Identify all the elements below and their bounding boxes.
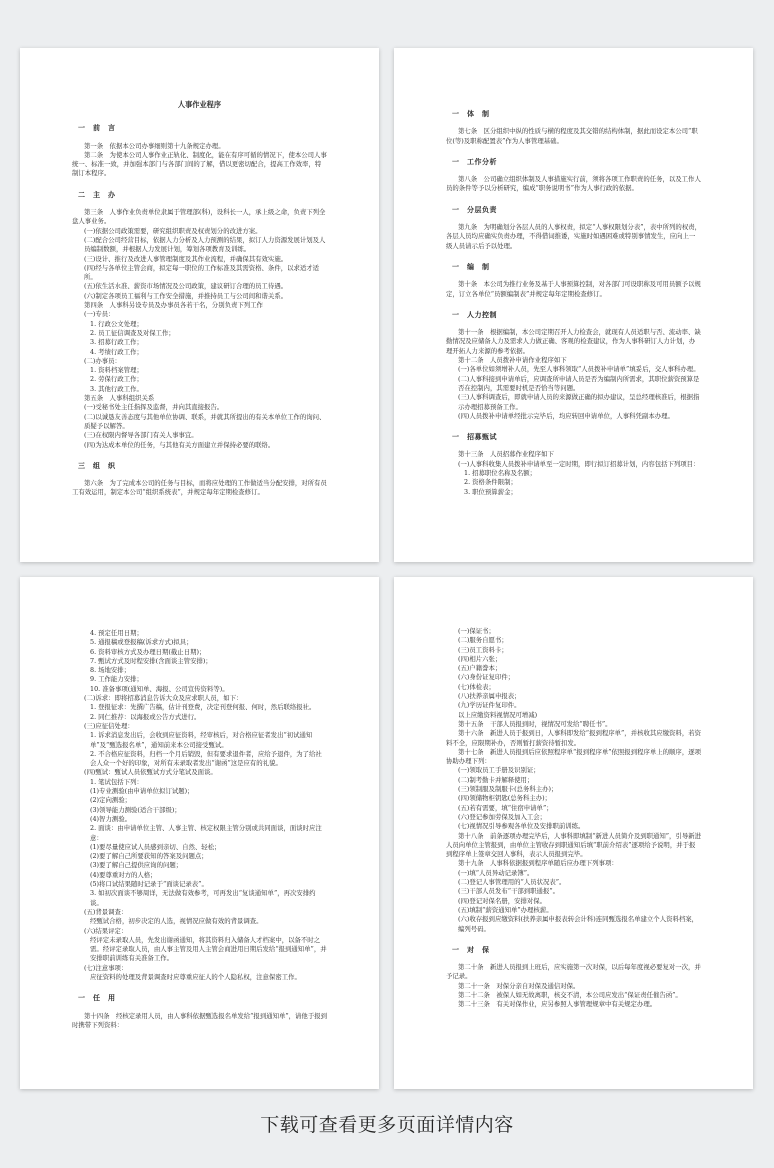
list-item: 9. 工作能力安排；	[90, 675, 143, 684]
list-item: 1. 招募职位名称及名额；	[464, 469, 537, 478]
list-item: 2. 同仁推荐：以海报或公告方式进行。	[90, 712, 201, 721]
list-item: 1. 资料档案管理；	[90, 366, 143, 375]
section-heading: 一 工作分析	[452, 156, 497, 166]
list-item: 3. 如初次面谈不够周详，无法做有效参考，可再发出“复谈通知单”，再次安排约谈。	[90, 889, 316, 907]
list-item: 2. 资格条件限制；	[464, 478, 517, 487]
list-item: 4. 预定任用日期；	[90, 629, 143, 637]
list-item: 2. 不合格应征资料，归档一个月后销毁，但有要求退件者，应给予退件，为了给社会人众一个好的印象，对所有未录取者发出“谢函”这是应有的礼貌。	[90, 749, 322, 768]
list-item: (一)填“人员异动记录簿”。	[458, 868, 534, 877]
list-item: (三)干部人员发布“干部到职通报”。	[458, 887, 559, 896]
section-heading: 一 分层负责	[452, 204, 497, 214]
list-item: (一)领取员工手册及识别证；	[458, 766, 540, 775]
list-item: (五)填制“薪资通知单”办理核薪。	[458, 905, 553, 914]
article-paragraph: 第四条 人事科另设专员及办事员各若干名，分别负责下列工作	[84, 301, 263, 310]
list-item: (一)人事科收集人员拨补申请单至一定时期，即行拟订招募计划，内容包括下列项目：	[458, 459, 700, 468]
section-heading: 三 组 织	[78, 460, 116, 470]
list-item: (四)为达成本单位的任务，与其他有关方面建立并保持必要的联络。	[84, 440, 275, 449]
list-item: (2)定向测验；	[90, 796, 132, 805]
list-item: (三)设计、推行及改进人事管理制度及其作业流程，并确保其有效实施。	[84, 254, 288, 263]
list-item: (一)受秘书处主任指挥及监督，并向其直接报告。	[84, 403, 224, 412]
list-item: (八)扶养亲属申报表；	[458, 692, 521, 701]
list-item: (3)要了解自己提供应询的问题；	[90, 861, 183, 870]
document-title: 人事作业程序	[177, 100, 222, 109]
list-item: (七)视情况引导参观各单位及安排职前训练。	[458, 822, 585, 831]
list-item: 2. 劳保行政工作；	[90, 375, 143, 384]
list-item: (二)人事科接到申请单后，应调查所申请人员是否为编制内所需求，其职位薪资预算是否在控制内，其需要时机是否恰当等问题。	[458, 374, 700, 392]
section-heading: 一 对 保	[452, 944, 490, 954]
list-item: 2. 面谈：由申请单位主管、人事主管、核定权限主管分别或共同面谈，面谈时应注意：	[90, 824, 322, 842]
list-item: (三)在权限内督导各部门有关人事事宜。	[84, 431, 198, 440]
document-page-1	[20, 48, 379, 562]
list-item: (4)要尊重对方的人格；	[90, 870, 157, 879]
list-item: (4)智力测验。	[90, 814, 132, 823]
article-paragraph: 第一条 依据本公司办事细则第十九条规定办理。	[84, 141, 225, 150]
list-item: (四)相片六张；	[458, 654, 502, 663]
list-item: 经甄试合格，初步决定的人选，视情况应做有效的背景调查。	[90, 917, 263, 926]
section-heading: 一 任 用	[78, 993, 116, 1003]
list-item: 3. 招募行政工作；	[90, 338, 143, 347]
list-item: (5)将口试结果随时记录于“面谈记录表”。	[90, 880, 208, 889]
list-item: (四)经与各单位主管会商，拟定每一职位的工作标准及其需资格、条件，以求适才适所。	[84, 263, 320, 282]
article-paragraph: 第十一条 根据编制，本公司定期召开人力检查会，就现有人员适职与否、流动率、缺勤情况及应储备人力及需求人力做正确、客观的检查建议，作为人事科研订人力计划，办理开拓人力来源的参考依据。	[446, 328, 701, 355]
list-item: (六)制定各项员工福利与工作安全措施，并推持员工与公司间和谐关系。	[84, 291, 288, 300]
list-item: 6. 资料审核方式及办理日期(截止日期)；	[90, 647, 206, 656]
list-item: (一)依据公司政策需要，研究组织职责及权责划分的改进方案。	[84, 226, 262, 235]
section-heading: 二 主 办	[78, 189, 116, 199]
list-item: (五)背景调查：	[84, 907, 128, 916]
article-paragraph: 第十八条 前条逐项办理完毕后，人事科即填制“新进人员简介及到职通知”，引导新进人员向单位主管报到，由单位主管收存到职通知后填“职前介绍表”逐项给予说明，并于报到程序单上签章交回人事科，表示人员报到完毕。	[446, 831, 701, 859]
list-item: (四)甄试：甄试人员依甄试方式分笔试及面谈。	[84, 768, 217, 777]
list-item: (六)收存报到应缴资料(扶养亲属申报表转会计科)连同甄选报名单建立个人资料档案，编列号码。	[458, 915, 699, 933]
article-paragraph: 第二十二条 被保人如无故离职，核交不清，本公司应发出“保证责任催告函”。	[458, 990, 682, 999]
article-paragraph: 第十二条 人员拨补申请作业程序如下	[458, 356, 567, 365]
article-paragraph: 第二十三条 有关对保作业，应另参照人事管理规章中有关规定办理。	[458, 1000, 657, 1009]
list-item: 2. 员工征信调查及对保工作；	[90, 328, 175, 337]
list-item: (四)人员拨补申请单经批示完毕后，均应转回申请单位，人事科凭副本办理。	[458, 411, 674, 420]
list-item: (二)配合公司经营目标，依据人力分析及人力预测的结果，拟订人力资源发展计划及人员编制数额，并根据人力发展计划，筹划各项教育及训练。	[84, 235, 326, 254]
document-page-2	[394, 48, 753, 562]
list-item: (三)领制服及制服卡(总务科主办)；	[458, 785, 558, 794]
section-heading: 一 前 言	[78, 123, 116, 133]
list-item: (三)人事科调查后，即就申请人员的来源做正确的拟办建议，呈总经理核准后，根据指示办理招募预备工作。	[458, 393, 700, 411]
article-paragraph: 第二十一条 对保分亲自对保及通信对保。	[458, 981, 580, 990]
list-item: 4. 考绩行政工作；	[90, 347, 143, 356]
list-item: (1)要尽量使应试人员感到亲切、自然、轻松；	[90, 842, 221, 851]
more-pages-caption: 下载可查看更多页面详情内容	[260, 1114, 514, 1136]
section-heading: 一 编 制	[452, 261, 490, 271]
list-item: (2)要了解自己所要获知的答案及问题点；	[90, 852, 208, 861]
section-heading: 一 体 制	[452, 109, 490, 118]
list-item: 以上应缴资料视情况可增减)	[458, 710, 538, 719]
list-item: (1)专业测验(由申请单位拟订试题)；	[90, 787, 194, 796]
article-paragraph: 第十四条 经核定录用人员，由人事科依据甄选报名单发给“报到通知单”，请他于报到时携带下列资料：	[72, 1011, 327, 1029]
list-item: 1. 笔试包括下列：	[90, 777, 143, 786]
list-item: (六)结果评定：	[84, 926, 128, 935]
list-item: (一)保证书；	[458, 627, 495, 635]
article-paragraph: 第十五条 干部人员报到时，视情况可发给“聘任书”。	[458, 719, 612, 728]
section-heading: 一 人力控制	[452, 309, 497, 319]
list-item: (二)以诚恳友善态度与其他单位协调、联系，并就其所提出的有关本单位工作的询问、质疑予以解答。	[84, 412, 326, 430]
list-item: (二)登记人事管理用的“人员状况表”。	[458, 878, 566, 887]
list-item: (二)诉求：即将招募消息告诉大众及应求职人员，如下：	[84, 694, 243, 703]
article-paragraph: 第十六条 新进人员于报到日，人事科即发给“报到程序单”，并核收其应缴资料，若资料不全，应限期补办，否则暂打薪资待暂扣发。	[446, 729, 701, 747]
list-item: (三)应征信处理：	[84, 721, 134, 730]
list-item: (五)依生活水准、薪资市场情况及公司政策，建议研订合理的员工待遇。	[84, 282, 288, 291]
list-item: 1. 诉求消息发出后，会收到应征资料，经审核后，对合格应征者发出“初试通知单”及“甄选报名单”，通知前来本公司接受甄试。	[90, 731, 313, 749]
list-item: (九)学历证件复印件。	[458, 701, 521, 710]
list-item: (二)办事员：	[84, 356, 121, 365]
list-item: 1. 登报征求：先撰广告稿，估计刊登费，决定刊登何报、何时，然后联络报社。	[90, 703, 316, 712]
list-item: (3)领导能力测验(适合干部级)；	[90, 805, 181, 814]
list-item: (七)注意事项：	[84, 963, 128, 972]
article-paragraph: 第八条 公司确立组织体制及人事措施实行前，须将各项工作职责的任务，以及工作人员的条件等予以分析研究，编成“职务说明书”作为人事行政的依据。	[446, 175, 701, 193]
list-item: 经评定未录取人员，先发出谢函通知，将其资料归入储备人才档案中，以备不时之需。经评定录取人员，由人事主管及用人主管会商进用日期后发给“报到通知单”，并安排职前训练有关准备工作。	[90, 935, 327, 963]
article-paragraph: 第十九条 人事科依据报到程序单随后应办理下列事项：	[458, 859, 618, 868]
list-item: (二)制考勤卡并解释使用；	[458, 775, 534, 784]
document-page-3	[20, 577, 379, 1089]
list-item: (五)户籍誊本；	[458, 664, 502, 673]
article-paragraph: 第七条 区分组织中纵的性质与横的程度及其交错的结构体制，据此而设定本公司“职位(等)及职称配置表”作为人事管理基础。	[446, 127, 698, 145]
list-item: (六)登记参加劳保及加入工会；	[458, 812, 547, 821]
article-paragraph: 第十条 本公司为推行业务及基于人事预算控制，对各部门可设职称及可用员额予以规定，订立各单位“员额编制表”并规定每年定期检查修订。	[446, 280, 701, 298]
list-item: 1. 行政公文处理；	[90, 319, 143, 328]
document-page-4	[394, 577, 753, 1089]
list-item: (六)身份证复印件；	[458, 673, 515, 682]
list-item: 10. 准备事项(通知单、海报、公司宣传资料等)。	[90, 684, 229, 693]
list-item: 3. 其他行政工作。	[90, 384, 143, 393]
article-paragraph: 第二十条 新进人员报到上班后，应实施第一次对保，以后每年度视必要复对一次，并予记录。	[446, 963, 701, 981]
article-paragraph: 第三条 人事作业负责单位隶属于管理部(科)，设科长一人，承上级之命，负责下列全盘人事业务。	[72, 208, 326, 226]
article-paragraph: 第九条 为明确划分各层人员的人事权责，拟定“人事权限划分表”，表中所列的权责，各层人员均应确实负责办理，不得借词推诿，实施时如遇困难或特别事情发生，应向上一级人员请示后予以处理。	[446, 223, 701, 250]
list-item: 7. 甄试方式及时程安排(含面谈主管安排)；	[90, 656, 212, 665]
list-item: (四)登记对保名册，安排对保。	[458, 896, 547, 905]
section-heading: 一 招募甄试	[452, 432, 497, 442]
list-item: 5. 通报稿或登报稿(诉求方式)拟具；	[90, 638, 193, 647]
list-item: 应征资料的处理及背景调查时应尊重应征人的个人隐私权，注意保密工作。	[90, 972, 301, 981]
article-paragraph: 第二条 为使本公司人事作业正轨化、制度化，能在有序可循的情况下，使本公司人事统一、标准一致，并加强本部门与各部门间的了解，借以更密切配合，提高工作效率，特制订本程序。	[72, 150, 327, 178]
list-item: 3. 职位预算薪金；	[464, 487, 517, 496]
list-item: (三)员工资料卡；	[458, 645, 508, 654]
list-item: (七)体检表；	[458, 682, 495, 691]
list-item: (五)若有需要，填“住宿申请单”；	[458, 803, 553, 812]
article-paragraph: 第五条 人事科组织关系	[84, 394, 155, 403]
list-item: 8. 场地安排；	[90, 666, 131, 675]
article-paragraph: 第六条 为了完成本公司的任务与目标，而将应处理的工作做适当分配安排，对所有员工有效运用，制定本公司“组织系统表”，并规定每年定期检查修订。	[72, 479, 327, 497]
list-item: (一)专员：	[84, 310, 115, 319]
list-item: (四)领储物柜钥匙(总务科主办)；	[458, 794, 552, 803]
article-paragraph: 第十三条 人员招募作业程序如下	[458, 450, 554, 459]
article-paragraph: 第十七条 新进人员报到后应依照程序单“报到程序单”依照报到程序单上的顺序，逐项协助办理下列：	[446, 747, 701, 766]
list-item: (二)服务自愿书；	[458, 636, 508, 645]
list-item: (一)各单位如须增补人员，先至人事科领取“人员拨补申请单”填妥后，交人事科办理。	[458, 365, 700, 374]
